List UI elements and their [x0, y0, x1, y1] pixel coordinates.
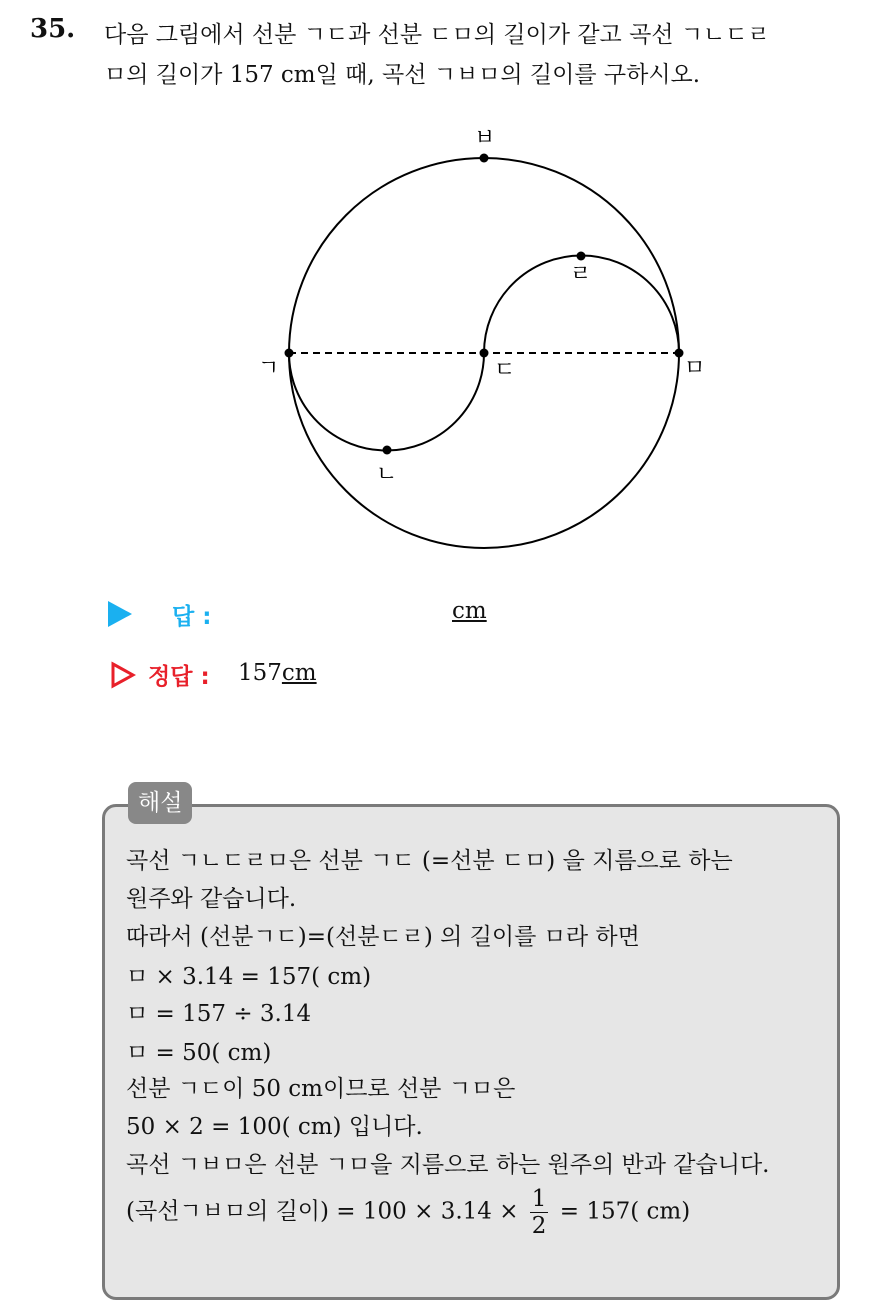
explanation-line-4: ㅁ × 3.14 = 157( cm) — [126, 964, 372, 990]
last-line-prefix: (곡선ㄱㅂㅁ의 길이) = 100 × 3.14 × — [126, 1198, 519, 1225]
explanation-line-5: ㅁ = 157 ÷ 3.14 — [126, 1001, 312, 1027]
lower-semicircle-arc — [289, 353, 484, 451]
label-b: ㅂ — [474, 126, 496, 151]
point-r — [577, 252, 586, 261]
point-b — [480, 154, 489, 163]
point-g — [285, 349, 294, 358]
explanation-line-2: 원주와 같습니다. — [126, 886, 297, 912]
correct-answer-label: 정답 : — [148, 664, 210, 690]
last-line-suffix: = 157( cm) — [559, 1198, 691, 1225]
explanation-line-8: 50 × 2 = 100( cm) 입니다. — [126, 1114, 423, 1140]
question-text-line-1: 다음 그림에서 선분 ㄱㄷ과 선분 ㄷㅁ의 길이가 같고 곡선 ㄱㄴㄷㄹ — [104, 22, 770, 48]
answer-blank-unit[interactable]: cm — [452, 598, 487, 624]
label-g: ㄱ — [258, 356, 280, 381]
correct-unit: cm — [281, 660, 317, 686]
label-r: ㄹ — [570, 262, 592, 287]
fraction-denominator: 2 — [531, 1213, 547, 1239]
explanation-line-3: 따라서 (선분ㄱㄷ)=(선분ㄷㄹ) 의 길이를 ㅁ라 하면 — [126, 924, 640, 950]
point-n — [383, 446, 392, 455]
explanation-tag: 해설 — [128, 782, 192, 824]
label-m: ㅁ — [684, 356, 706, 381]
fraction-numerator: 1 — [531, 1186, 547, 1212]
question-text-line-2: ㅁ의 길이가 157 cm일 때, 곡선 ㄱㅂㅁ의 길이를 구하시오. — [104, 62, 701, 88]
label-d: ㄷ — [494, 358, 516, 383]
circle-figure — [0, 0, 884, 560]
triangle-play-icon — [108, 601, 132, 627]
explanation-line-9: 곡선 ㄱㅂㅁ은 선분 ㄱㅁ을 지름으로 하는 원주의 반과 같습니다. — [126, 1152, 770, 1178]
triangle-outline-icon — [110, 661, 136, 689]
point-m — [675, 349, 684, 358]
answer-label: 답 : — [172, 604, 212, 630]
point-d — [480, 349, 489, 358]
label-n: ㄴ — [376, 462, 398, 487]
correct-answer-value — [238, 660, 317, 686]
explanation-line-1: 곡선 ㄱㄴㄷㄹㅁ은 선분 ㄱㄷ (=선분 ㄷㅁ) 을 지름으로 하는 — [126, 848, 733, 874]
fraction-one-half — [530, 1186, 549, 1239]
question-number: 35. — [30, 14, 76, 44]
correct-value: 157 — [238, 660, 282, 686]
explanation-line-10 — [126, 1186, 690, 1239]
explanation-line-6: ㅁ = 50( cm) — [126, 1040, 272, 1066]
explanation-line-7: 선분 ㄱㄷ이 50 cm이므로 선분 ㄱㅁ은 — [126, 1076, 516, 1102]
